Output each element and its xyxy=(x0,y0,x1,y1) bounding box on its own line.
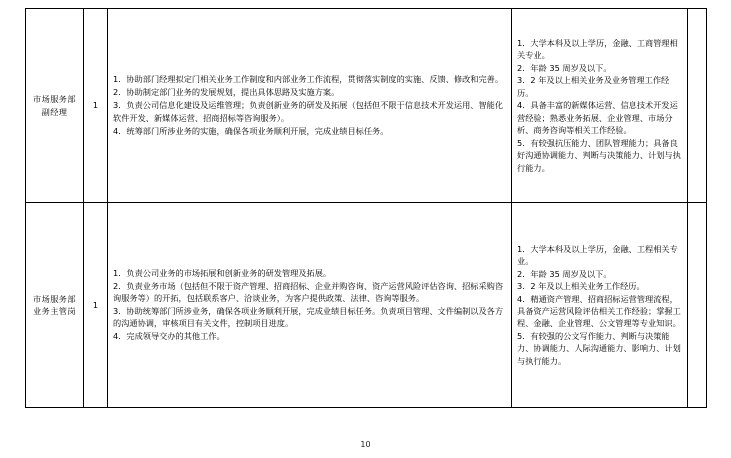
requirement-list xyxy=(517,243,682,368)
list-item: 1．负责公司业务的市场拓展和创新业务的研发管理及拓展。 xyxy=(113,267,332,278)
document-page xyxy=(0,8,731,458)
list-item: 2．年龄 35 周岁及以下。 xyxy=(517,268,612,279)
list-item: 1．协助部门经理拟定门相关业务工作制度和内部业务工作流程，贯彻落实制度的实施、反馈、修改和完善。 xyxy=(113,74,504,85)
list-item: 4．统筹部门所涉业务的实施，确保各项业务顺利开展，完成业绩目标任务。 xyxy=(113,125,389,136)
list-item: 1．大学本科及以上学历，金融、工商管理相关专业。 xyxy=(517,37,678,61)
list-item: 3．2 年及以上相关业务及业务管理工作经历。 xyxy=(517,75,670,98)
list-item: 4．具备丰富的新媒体运营、信息技术开发运营经验；熟悉业务拓展、企业管理、市场分析、商务咨询等相关工作经验。 xyxy=(517,100,678,136)
position-remark xyxy=(688,9,707,203)
position-requirements xyxy=(512,9,688,203)
duty-list xyxy=(113,73,506,137)
list-item: 2．负责业务市场（包括但不限于资产管理、招商招标、企业并购咨询、资产运营风险评估咨询、招标采购咨询服务等）的开拓，包括联系客户、洽谈业务，为客户提供政策、法律、咨询等服务。 xyxy=(113,280,504,304)
list-item: 5．有较强抗压能力、团队管理能力；具备良好沟通协调能力、判断与决策能力、计划与执行能力。 xyxy=(517,137,681,173)
list-item: 2．年龄 35 周岁及以下。 xyxy=(517,62,612,73)
position-headcount: 1 xyxy=(84,9,108,203)
position-remark xyxy=(688,203,707,408)
list-item: 5．有较强的公文写作能力、判断与决策能力、协调能力、人际沟通能力、影响力、计划与执行能力。 xyxy=(517,330,681,366)
position-headcount: 1 xyxy=(84,203,108,408)
list-item: 4．完成领导交办的其他工作。 xyxy=(113,331,225,342)
job-positions-table xyxy=(25,8,707,408)
list-item: 3．2 年及以上相关业务工作经历。 xyxy=(517,281,645,292)
table-row xyxy=(26,9,707,203)
position-title: 市场服务部副经理 xyxy=(26,9,84,203)
list-item: 3．负责公司信息化建设及运维管理；负责创新业务的研发及拓展（包括但不限于信息技术开发运用、智能化软件开发、新媒体运营、招商招标等咨询服务）。 xyxy=(113,100,504,123)
list-item: 1．大学本科及以上学历，金融、工程相关专业。 xyxy=(517,243,678,267)
requirement-list xyxy=(517,37,682,174)
position-title: 市场服务部业务主管岗 xyxy=(26,203,84,408)
page-number: 10 xyxy=(360,440,371,449)
position-duties xyxy=(108,9,512,203)
list-item: 4．精通资产管理、招商招标运营管理流程，具备资产运营风险评估相关工作经验；掌握工程、金融、企业管理、公文管理等专业知识。 xyxy=(517,293,681,329)
position-duties xyxy=(108,203,512,408)
list-item: 3．协助统筹部门所涉业务，确保各项业务顺利开展，完成业绩目标任务。负责项目管理、文件编制以及各方的沟通协调，审核项目有关文件，控制项目进度。 xyxy=(113,306,504,329)
duty-list xyxy=(113,267,506,343)
list-item: 2．协助制定部门业务的发展规划，提出具体思路及实施方案。 xyxy=(113,87,340,98)
position-requirements xyxy=(512,203,688,408)
table-row xyxy=(26,203,707,408)
